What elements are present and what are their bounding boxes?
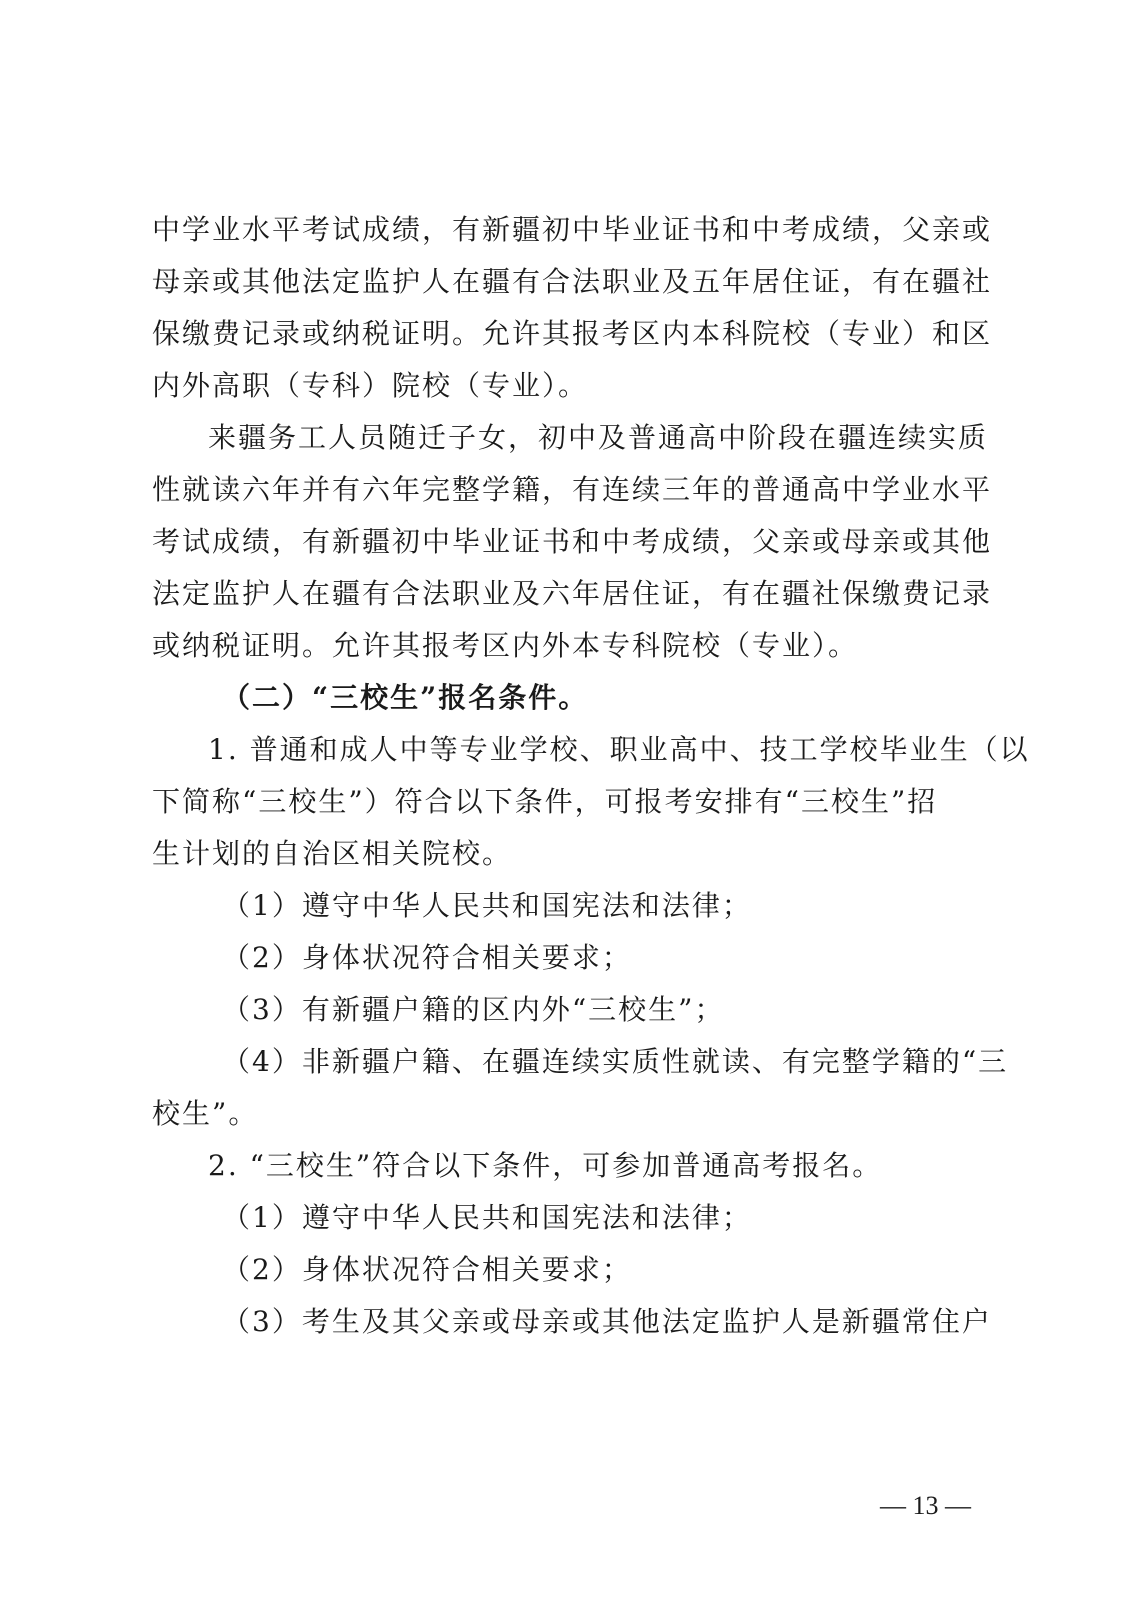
paragraph-line: 性就读六年并有六年完整学籍，有连续三年的普通高中学业水平 (152, 473, 993, 506)
list-item: （2）身体状况符合相关要求； (222, 941, 632, 974)
paragraph-line: 中学业水平考试成绩，有新疆初中毕业证书和中考成绩，父亲或 (152, 213, 993, 246)
list-item: （1）遵守中华人民共和国宪法和法律； (222, 1201, 752, 1234)
paragraph-line: 校生”。 (152, 1097, 259, 1130)
paragraph-line: 考试成绩，有新疆初中毕业证书和中考成绩，父亲或母亲或其他 (152, 525, 993, 558)
paragraph-line: 下简称“三校生”）符合以下条件，可报考安排有“三校生”招 (152, 785, 938, 818)
paragraph-line: 内外高职（专科）院校（专业）。 (152, 369, 589, 402)
list-item: （3）有新疆户籍的区内外“三校生”； (222, 993, 725, 1026)
paragraph-line: 保缴费记录或纳税证明。允许其报考区内本科院校（专业）和区 (152, 317, 993, 350)
section-heading: （二）“三校生”报名条件。 (222, 681, 589, 714)
paragraph-line: 或纳税证明。允许其报考区内外本专科院校（专业）。 (152, 629, 859, 662)
list-item: （1）遵守中华人民共和国宪法和法律； (222, 889, 752, 922)
document-body (152, 204, 1030, 1348)
paragraph-line: 生计划的自治区相关院校。 (152, 837, 513, 870)
list-item: （2）身体状况符合相关要求； (222, 1253, 632, 1286)
paragraph-line: 来疆务工人员随迁子女，初中及普通高中阶段在疆连续实质 (208, 421, 989, 454)
paragraph-line: 母亲或其他法定监护人在疆有合法职业及五年居住证，有在疆社 (152, 265, 993, 298)
page-number: — 13 — (880, 1491, 971, 1520)
paragraph-line: 1. 普通和成人中等专业学校、职业高中、技工学校毕业生（以 (208, 733, 1030, 766)
paragraph-line: 法定监护人在疆有合法职业及六年居住证，有在疆社保缴费记录 (152, 577, 993, 610)
paragraph-line: 2. “三校生”符合以下条件，可参加普通高考报名。 (208, 1149, 883, 1182)
list-item: （4）非新疆户籍、在疆连续实质性就读、有完整学籍的“三 (222, 1045, 1009, 1078)
list-item: （3）考生及其父亲或母亲或其他法定监护人是新疆常住户 (222, 1305, 992, 1338)
